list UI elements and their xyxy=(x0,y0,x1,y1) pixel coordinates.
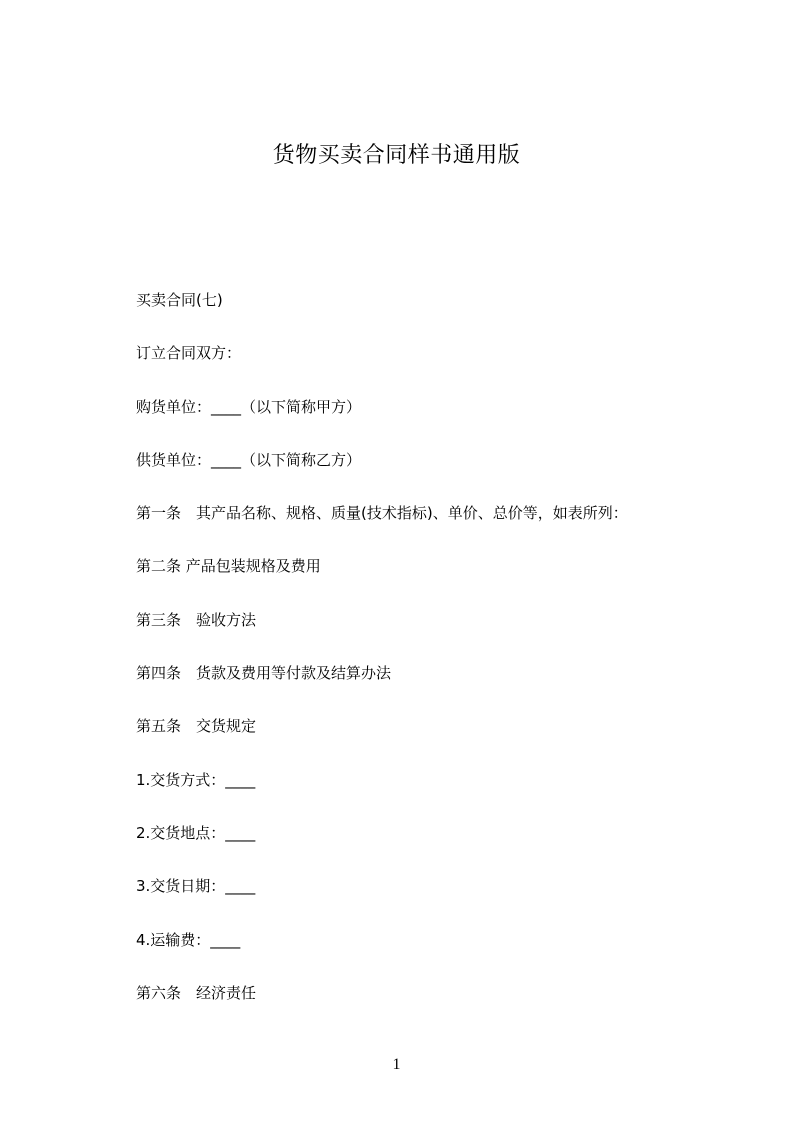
delivery-date-line: 3.交货日期：____ xyxy=(136,877,256,896)
article-6: 第六条 经济责任 xyxy=(136,983,257,1002)
delivery-method-line: 1.交货方式：____ xyxy=(136,770,256,789)
article-3: 第三条 验收方法 xyxy=(136,610,257,629)
document-body xyxy=(136,288,696,1034)
article-2: 第二条 产品包装规格及费用 xyxy=(136,557,321,576)
article-1: 第一条 其产品名称、规格、质量(技术指标)、单价、总价等，如表所列： xyxy=(136,504,628,523)
document-title: 货物买卖合同样书通用版 xyxy=(272,143,521,168)
freight-line: 4.运输费：____ xyxy=(136,930,241,949)
contract-parties-heading: 订立合同双方： xyxy=(136,344,242,363)
page-number: 1 xyxy=(392,1056,401,1073)
article-4: 第四条 货款及费用等付款及结算办法 xyxy=(136,664,392,683)
contract-subtitle: 买卖合同(七) xyxy=(136,291,223,309)
delivery-location-line: 2.交货地点：____ xyxy=(136,823,256,842)
supplier-line: 供货单位：____（以下简称乙方） xyxy=(136,450,362,469)
article-5: 第五条 交货规定 xyxy=(136,717,257,736)
buyer-line: 购货单位：____（以下简称甲方） xyxy=(136,397,362,416)
